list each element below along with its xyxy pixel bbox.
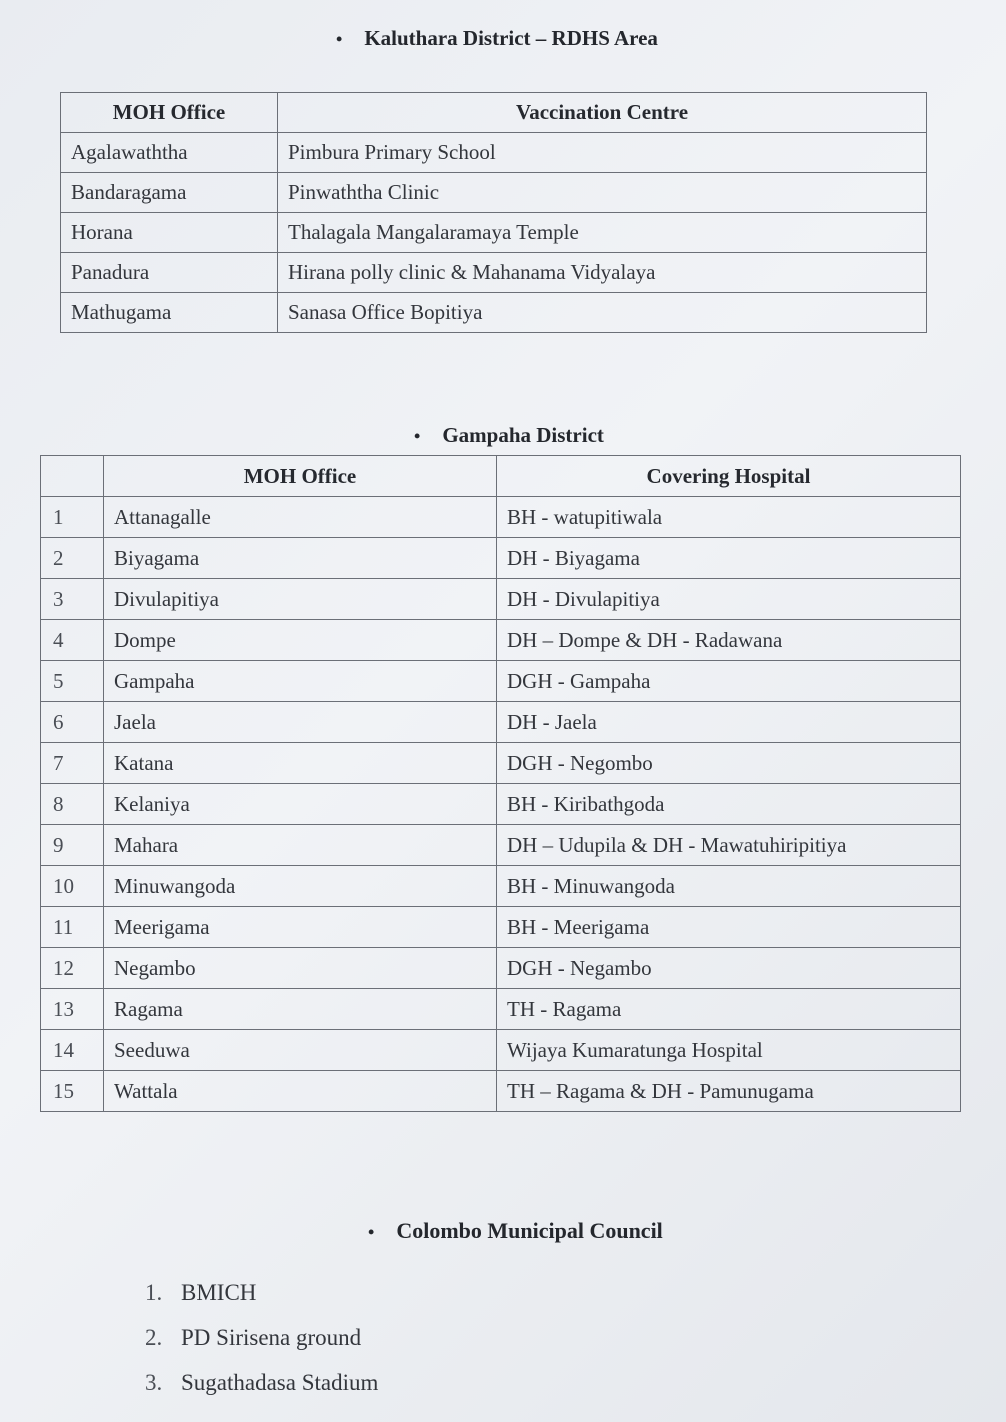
- covering-hospital-cell: DH - Jaela: [497, 702, 961, 743]
- table-row: [41, 579, 961, 620]
- colombo-heading: [368, 1218, 663, 1244]
- moh-office-cell: Minuwangoda: [104, 866, 497, 907]
- table-row: [61, 293, 927, 333]
- list-item-label: PD Sirisena ground: [181, 1325, 362, 1350]
- covering-hospital-cell: TH – Ragama & DH - Pamunugama: [497, 1071, 961, 1112]
- vaccination-centre-cell: Thalagala Mangalaramaya Temple: [278, 213, 927, 253]
- moh-office-cell: Mahara: [104, 825, 497, 866]
- row-number-cell: 11: [41, 907, 104, 948]
- list-item-index: 1.: [145, 1280, 163, 1305]
- row-number-cell: 7: [41, 743, 104, 784]
- table-row: [61, 253, 927, 293]
- colombo-venue-list: [145, 1276, 378, 1411]
- moh-office-cell: Wattala: [104, 1071, 497, 1112]
- moh-office-cell: Negambo: [104, 948, 497, 989]
- table-row: [41, 702, 961, 743]
- row-number-cell: 6: [41, 702, 104, 743]
- row-number-cell: 14: [41, 1030, 104, 1071]
- covering-hospital-cell: DH – Dompe & DH - Radawana: [497, 620, 961, 661]
- table-row: [61, 133, 927, 173]
- header-vaccination-centre: Vaccination Centre: [278, 93, 927, 133]
- table-row: [41, 825, 961, 866]
- moh-office-cell: Agalawaththa: [61, 133, 278, 173]
- moh-office-cell: Ragama: [104, 989, 497, 1030]
- table-row: [41, 743, 961, 784]
- row-number-cell: 4: [41, 620, 104, 661]
- list-item-label: Sugathadasa Stadium: [181, 1370, 379, 1395]
- list-item-index: 3.: [145, 1370, 163, 1395]
- moh-office-cell: Mathugama: [61, 293, 278, 333]
- moh-office-cell: Katana: [104, 743, 497, 784]
- covering-hospital-cell: DGH - Gampaha: [497, 661, 961, 702]
- table-row: [41, 497, 961, 538]
- table-row: [41, 948, 961, 989]
- moh-office-cell: Meerigama: [104, 907, 497, 948]
- list-item-index: 2.: [145, 1325, 163, 1350]
- bullet-icon: •: [368, 1222, 375, 1242]
- table-row: [41, 538, 961, 579]
- moh-office-cell: Gampaha: [104, 661, 497, 702]
- moh-office-cell: Seeduwa: [104, 1030, 497, 1071]
- covering-hospital-cell: DH - Divulapitiya: [497, 579, 961, 620]
- covering-hospital-cell: BH - watupitiwala: [497, 497, 961, 538]
- covering-hospital-cell: Wijaya Kumaratunga Hospital: [497, 1030, 961, 1071]
- vaccination-centre-cell: Pimbura Primary School: [278, 133, 927, 173]
- covering-hospital-cell: BH - Meerigama: [497, 907, 961, 948]
- kalutara-heading-text: Kaluthara District – RDHS Area: [364, 26, 658, 50]
- bullet-icon: •: [414, 426, 421, 446]
- covering-hospital-cell: TH - Ragama: [497, 989, 961, 1030]
- moh-office-cell: Attanagalle: [104, 497, 497, 538]
- list-item: [145, 1366, 378, 1411]
- row-number-cell: 2: [41, 538, 104, 579]
- header-moh-office: MOH Office: [61, 93, 278, 133]
- covering-hospital-cell: DH - Biyagama: [497, 538, 961, 579]
- table-row: [41, 989, 961, 1030]
- row-number-cell: 12: [41, 948, 104, 989]
- covering-hospital-cell: BH - Kiribathgoda: [497, 784, 961, 825]
- row-number-cell: 9: [41, 825, 104, 866]
- table-row: [61, 173, 927, 213]
- table-row: [41, 661, 961, 702]
- moh-office-cell: Dompe: [104, 620, 497, 661]
- vaccination-centre-cell: Pinwaththa Clinic: [278, 173, 927, 213]
- row-number-cell: 10: [41, 866, 104, 907]
- list-item-label: BMICH: [181, 1280, 257, 1305]
- covering-hospital-cell: DGH - Negombo: [497, 743, 961, 784]
- gampaha-table: [40, 455, 961, 1112]
- row-number-cell: 13: [41, 989, 104, 1030]
- list-item: [145, 1276, 378, 1321]
- row-number-cell: 15: [41, 1071, 104, 1112]
- list-item: [145, 1321, 378, 1366]
- kalutara-heading: [336, 26, 658, 51]
- vaccination-centre-cell: Hirana polly clinic & Mahanama Vidyalaya: [278, 253, 927, 293]
- gampaha-heading-text: Gampaha District: [442, 423, 604, 447]
- moh-office-cell: Horana: [61, 213, 278, 253]
- table-row: [41, 907, 961, 948]
- moh-office-cell: Panadura: [61, 253, 278, 293]
- table-row: [41, 1030, 961, 1071]
- table-row: [41, 1071, 961, 1112]
- row-number-cell: 1: [41, 497, 104, 538]
- table-row: [41, 620, 961, 661]
- covering-hospital-cell: BH - Minuwangoda: [497, 866, 961, 907]
- moh-office-cell: Jaela: [104, 702, 497, 743]
- vaccination-centre-cell: Sanasa Office Bopitiya: [278, 293, 927, 333]
- table-row: [41, 784, 961, 825]
- covering-hospital-cell: DH – Udupila & DH - Mawatuhiripitiya: [497, 825, 961, 866]
- moh-office-cell: Kelaniya: [104, 784, 497, 825]
- gampaha-heading: [414, 423, 604, 448]
- moh-office-cell: Divulapitiya: [104, 579, 497, 620]
- table-header-row: [61, 93, 927, 133]
- moh-office-cell: Bandaragama: [61, 173, 278, 213]
- row-number-cell: 5: [41, 661, 104, 702]
- table-header-row: [41, 456, 961, 497]
- header-moh-office: MOH Office: [104, 456, 497, 497]
- table-row: [61, 213, 927, 253]
- kalutara-table: [60, 92, 927, 333]
- row-number-cell: 8: [41, 784, 104, 825]
- covering-hospital-cell: DGH - Negambo: [497, 948, 961, 989]
- table-row: [41, 866, 961, 907]
- header-covering-hospital: Covering Hospital: [497, 456, 961, 497]
- moh-office-cell: Biyagama: [104, 538, 497, 579]
- bullet-icon: •: [336, 29, 343, 49]
- colombo-heading-text: Colombo Municipal Council: [396, 1218, 663, 1243]
- row-number-cell: 3: [41, 579, 104, 620]
- header-number: [41, 456, 104, 497]
